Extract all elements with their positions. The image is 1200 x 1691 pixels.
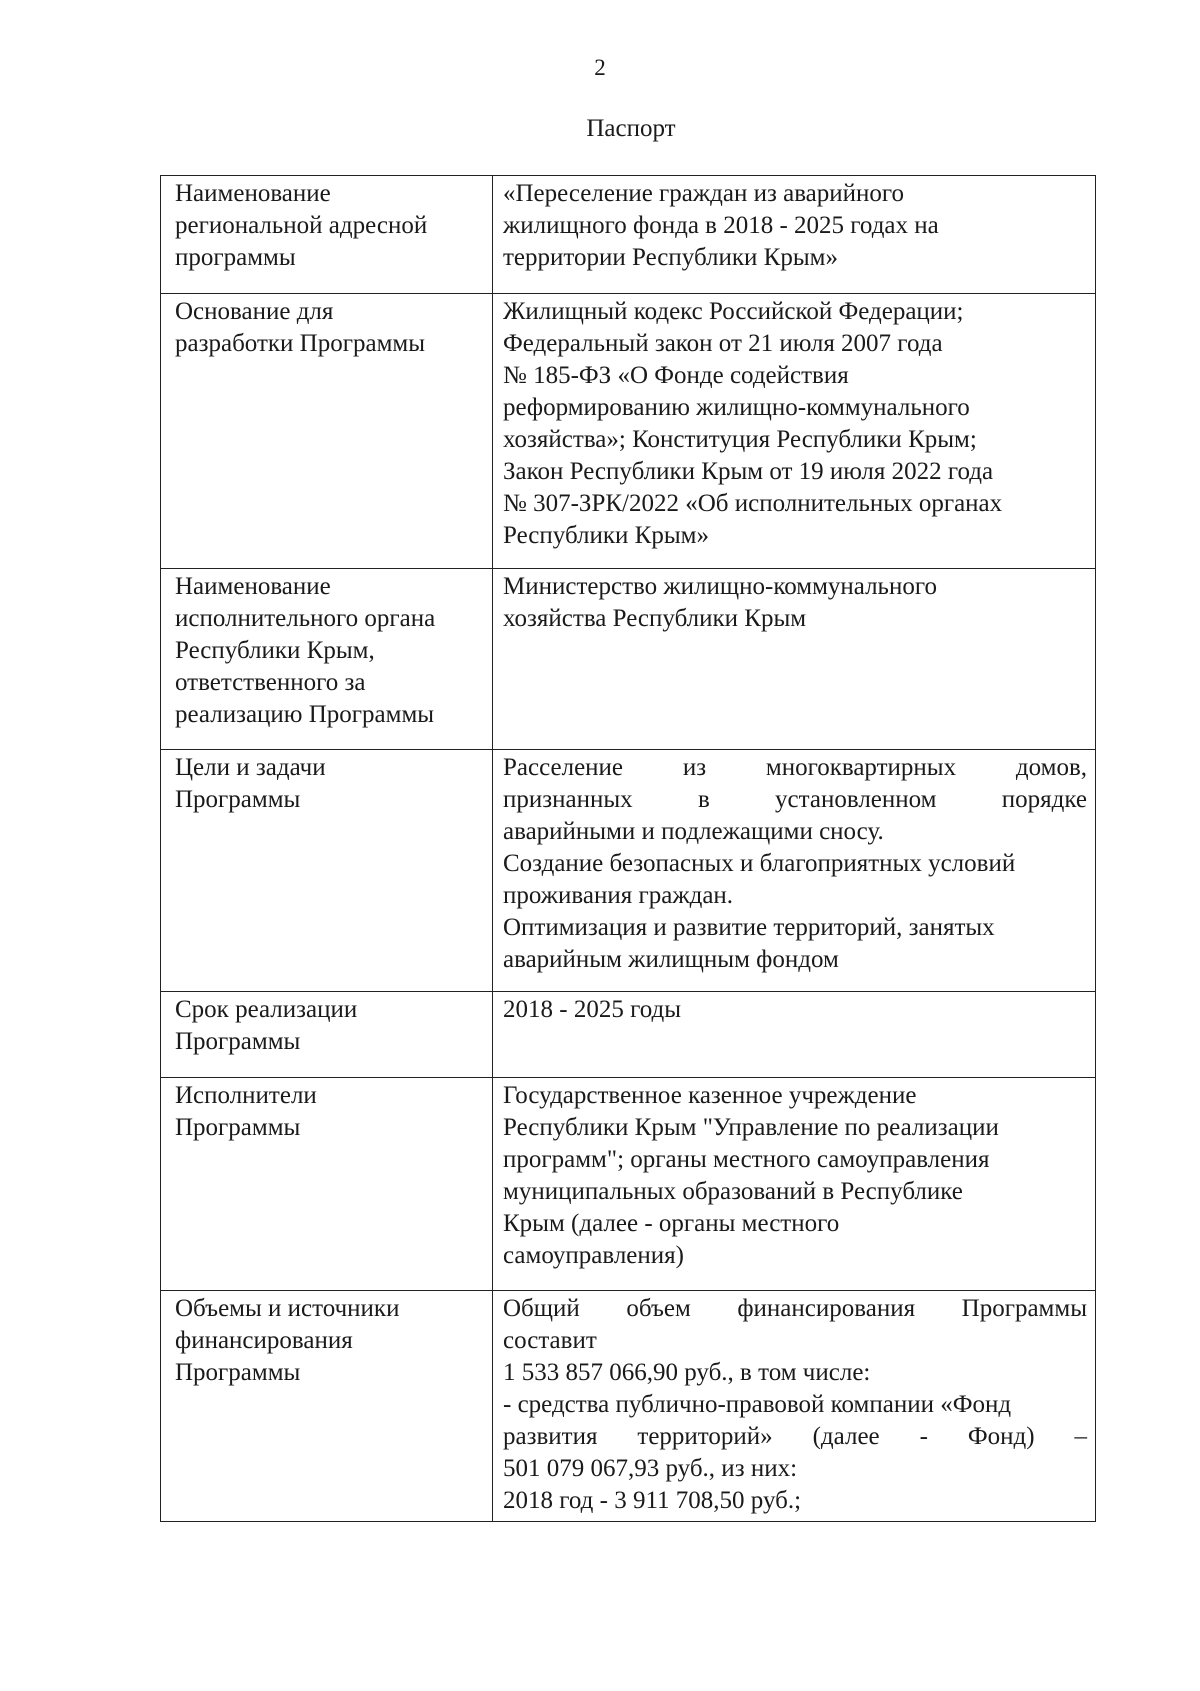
value-line: Республики Крым "Управление по реализации	[503, 1114, 999, 1141]
label-line: Программы	[175, 1028, 301, 1055]
row-label	[161, 1078, 493, 1291]
value-line: территории Республики Крым»	[503, 244, 838, 271]
value-line: Создание безопасных и благоприятных условий	[503, 850, 1016, 877]
value-line: самоуправления)	[503, 1242, 684, 1269]
value-line: Жилищный кодекс Российской Федерации;	[503, 298, 964, 325]
label-line: Объемы и источники	[175, 1295, 400, 1322]
value-line: реформированию жилищно-коммунального	[503, 394, 970, 421]
label-line: ответственного за	[175, 669, 366, 696]
label-line: Наименование	[175, 573, 331, 600]
table-row	[161, 992, 1096, 1078]
value-line: Федеральный закон от 21 июля 2007 года	[503, 330, 943, 357]
label-line: Основание для	[175, 298, 334, 325]
value-line: развития территорий» (далее - Фонд) –	[503, 1423, 1087, 1450]
value-line: признанных в установленном порядке	[503, 786, 1087, 813]
value-line: - средства публично-правовой компании «Фонд	[503, 1391, 1012, 1418]
row-value	[493, 1291, 1096, 1522]
label-line: Цели и задачи	[175, 754, 326, 781]
passport-table	[160, 175, 1096, 1522]
row-label	[161, 294, 493, 569]
row-value	[493, 1078, 1096, 1291]
value-line: составит	[503, 1327, 597, 1354]
table-row	[161, 176, 1096, 294]
table-row	[161, 569, 1096, 750]
value-line: 1 533 857 066,90 руб., в том числе:	[503, 1359, 871, 1386]
value-line: хозяйства»; Конституция Республики Крым;	[503, 426, 977, 453]
value-line: аварийными и подлежащими сносу.	[503, 818, 884, 845]
label-line: Республики Крым,	[175, 637, 375, 664]
value-line: Закон Республики Крым от 19 июля 2022 года	[503, 458, 994, 485]
value-line: жилищного фонда в 2018 - 2025 годах на	[503, 212, 939, 239]
row-value	[493, 176, 1096, 294]
table-row	[161, 1291, 1096, 1522]
value-line: Оптимизация и развитие территорий, занятых	[503, 914, 995, 941]
label-line: Программы	[175, 786, 301, 813]
row-label	[161, 992, 493, 1078]
label-line: финансирования	[175, 1327, 353, 1354]
row-label	[161, 176, 493, 294]
table-row	[161, 1078, 1096, 1291]
value-line: 2018 - 2025 годы	[503, 996, 682, 1023]
document-title: Паспорт	[586, 115, 676, 142]
value-line: программ"; органы местного самоуправления	[503, 1146, 990, 1173]
value-line: Министерство жилищно-коммунального	[503, 573, 937, 600]
value-line: 501 079 067,93 руб., из них:	[503, 1455, 798, 1482]
value-line: № 307-ЗРК/2022 «Об исполнительных органах	[503, 490, 1003, 517]
label-line: разработки Программы	[175, 330, 425, 357]
row-value	[493, 569, 1096, 750]
label-line: Срок реализации	[175, 996, 358, 1023]
value-line: Расселение из многоквартирных домов,	[503, 754, 1087, 781]
page-number: 2	[594, 55, 606, 80]
label-line: Программы	[175, 1359, 301, 1386]
value-line: Крым (далее - органы местного	[503, 1210, 840, 1237]
value-line: № 185-ФЗ «О Фонде содействия	[503, 362, 849, 389]
row-value	[493, 992, 1096, 1078]
value-line: Государственное казенное учреждение	[503, 1082, 917, 1109]
row-value	[493, 750, 1096, 992]
label-line: программы	[175, 244, 296, 271]
label-line: региональной адресной	[175, 212, 428, 239]
value-line: аварийным жилищным фондом	[503, 946, 839, 973]
label-line: Программы	[175, 1114, 301, 1141]
value-line: проживания граждан.	[503, 882, 734, 909]
row-label	[161, 1291, 493, 1522]
label-line: Исполнители	[175, 1082, 317, 1109]
label-line: реализацию Программы	[175, 701, 435, 728]
row-label	[161, 569, 493, 750]
label-line: исполнительного органа	[175, 605, 436, 632]
value-line: Республики Крым»	[503, 522, 709, 549]
value-line: 2018 год - 3 911 708,50 руб.;	[503, 1487, 802, 1514]
table-row	[161, 294, 1096, 569]
value-line: муниципальных образований в Республике	[503, 1178, 963, 1205]
value-line: хозяйства Республики Крым	[503, 605, 807, 632]
value-line: «Переселение граждан из аварийного	[503, 180, 905, 207]
row-label	[161, 750, 493, 992]
row-value	[493, 294, 1096, 569]
label-line: Наименование	[175, 180, 331, 207]
table-row	[161, 750, 1096, 992]
value-line: Общий объем финансирования Программы	[503, 1295, 1087, 1322]
